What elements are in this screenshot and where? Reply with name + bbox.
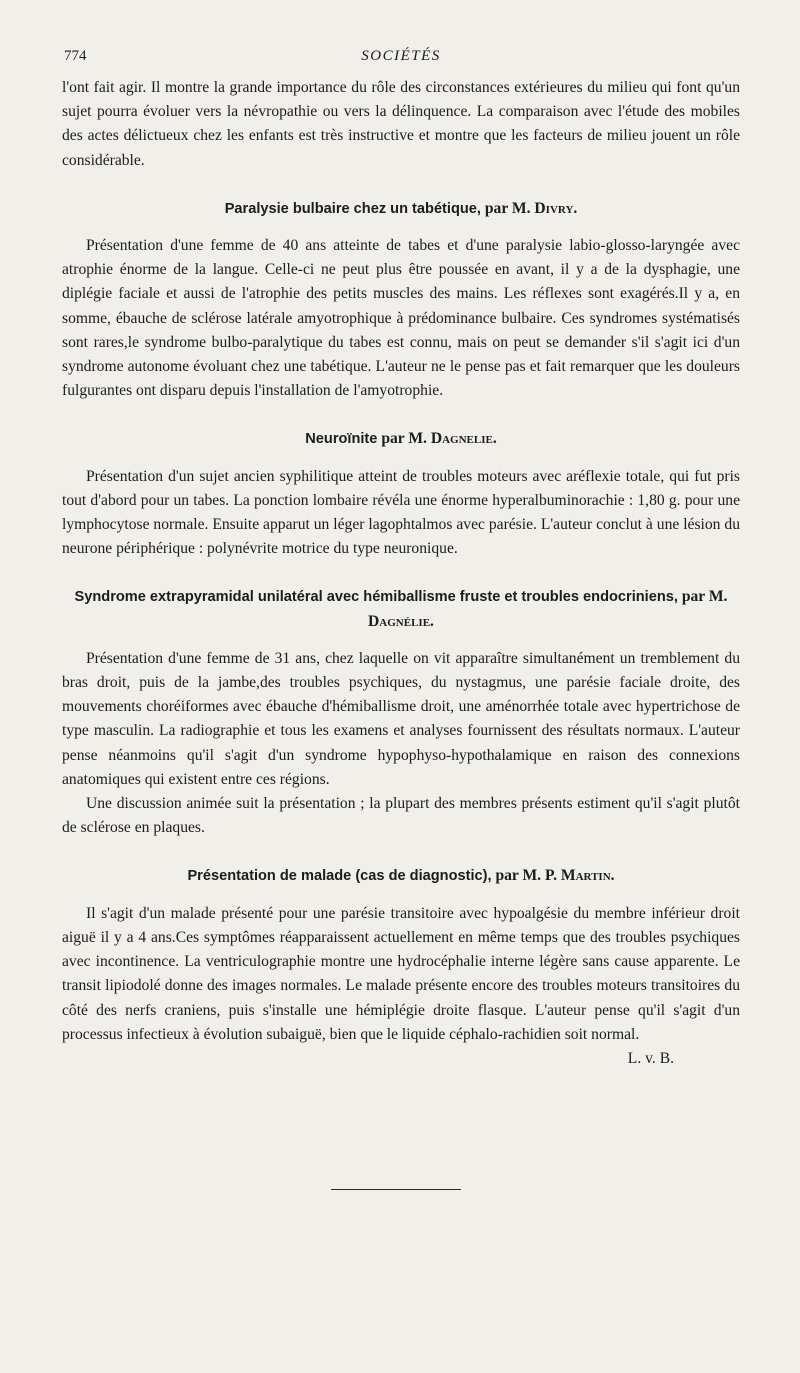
page-number: 774 [64, 48, 87, 64]
author-name: Dagnelie. [430, 430, 497, 448]
section-paragraph-text: Il s'agit d'un malade présenté pour une parésie transitoire avec hypoalgésie du membre inférieur droit aiguë il y a 4 ans.Ces symptômes réapparaissent actuellement en même temps que des troubles psychiques avec incontinence. La ventriculographie montre une hydrocéphalie interne légère sans cause apparente. Le transit lipiodolé donne des images normales. Le malade présente encore des troubles moteurs transitoires du côté des nerfs craniens, puis s'installe une hémiplégie droite flasque. L'auteur pense qu'il s'agit d'un processus infectieux à évolution subaiguë, bien que le liquide céphalo-rachidien soit normal. [62, 904, 740, 1043]
signature: L. v. B. [627, 1049, 674, 1067]
section-heading-presentation-de-malade [62, 864, 740, 888]
author-name: Divry. [534, 199, 578, 217]
section-heading-syndrome-extrapyramidal [62, 585, 740, 633]
section-paragraph: Une discussion animée suit la présentation ; la plupart des membres présents estiment qu'il s'agit plutôt de sclérose en plaques. [62, 795, 740, 837]
end-rule [331, 1189, 461, 1190]
running-head [62, 48, 740, 76]
section-heading-paralysie-bulbaire [62, 197, 740, 221]
author-name: Dagnélie. [368, 612, 434, 630]
page [62, 48, 740, 1071]
byline-prefix: par M. [480, 199, 535, 217]
section-paragraph: Présentation d'un sujet ancien syphilitique atteint de troubles moteurs avec aréflexie totale, qui fut pris tout d'abord pour un tabes. La ponction lombaire révéla une énorme hyperalbuminorachie : 1,80 g. pour une lymphocytose normale. Ensuite apparut un léger lagophtalmos avec parésie. L'auteur conclut à une lésion du neurone périphérique : polynévrite motrice du type neuronique. [62, 467, 740, 558]
section-paragraph: Présentation d'une femme de 40 ans atteinte de tabes et d'une paralysie labio-glosso-laryngée avec atrophie énorme de la langue. Celle-ci ne peut plus être poussée en avant, il y a de la dysphagie, une diplégie faciale et aussi de l'atrophie des petits muscles des mains. Les réflexes sont exagérés.Il y a, en somme, ébauche de sclérose latérale amyotrophique à prédominance bulbaire. Ces syndromes systématisés sont rares,le syndrome bulbo-paralytique du tabes est connu, mais on peut se demander s'il s'agit ici d'un syndrome autonome évoluant chez une tabétique. L'auteur ne le pense pas et fait remarquer que les douleurs fulgurantes ont disparu depuis l'installation de l'amyotrophie. [62, 237, 740, 400]
section-paragraph: Présentation d'une femme de 31 ans, chez laquelle on vit apparaître simultanément un tremblement du bras droit, puis de la jambe,des troubles psychiques, du nystagmus, une parésie faciale droite, des mouvements choréiformes avec ébauche d'hémiballisme droit, une aménorrhée totale avec hypertrichose de type masculin. La radiographie et tous les examens et analyses fournissent des résultats normaux. L'auteur pense néanmoins qu'il s'agit d'un syndrome hypophyso-hypothalamique en raison des connexions anatomiques qui existent entre ces régions. [62, 649, 740, 788]
section-title: Paralysie bulbaire chez un tabétique, [224, 200, 481, 217]
section-title: Neuroïnite [305, 431, 378, 448]
byline-prefix: par M. P. [491, 867, 561, 885]
section-heading-neuroinite [62, 427, 740, 451]
section-title: Présentation de malade (cas de diagnostic), [187, 868, 492, 885]
section-title: Syndrome extrapyramidal unilatéral avec hémiballisme fruste et troubles endocriniens, [74, 589, 678, 606]
intro-paragraph: l'ont fait agir. Il montre la grande importance du rôle des circonstances extérieures du milieu qui font qu'un sujet pourra évoluer vers la névropathie ou vers la délinquence. La comparaison avec l'étude des mobiles des actes délictueux chez les enfants est très instructive et montre que les facteurs de milieu jouent un rôle considérable. [62, 79, 740, 169]
author-name: Martin. [560, 867, 615, 885]
byline-prefix: par M. [377, 430, 431, 448]
byline-prefix: par M. [677, 588, 728, 606]
journal-title: SOCIÉTÉS [361, 48, 441, 64]
section-paragraph [62, 902, 740, 1067]
